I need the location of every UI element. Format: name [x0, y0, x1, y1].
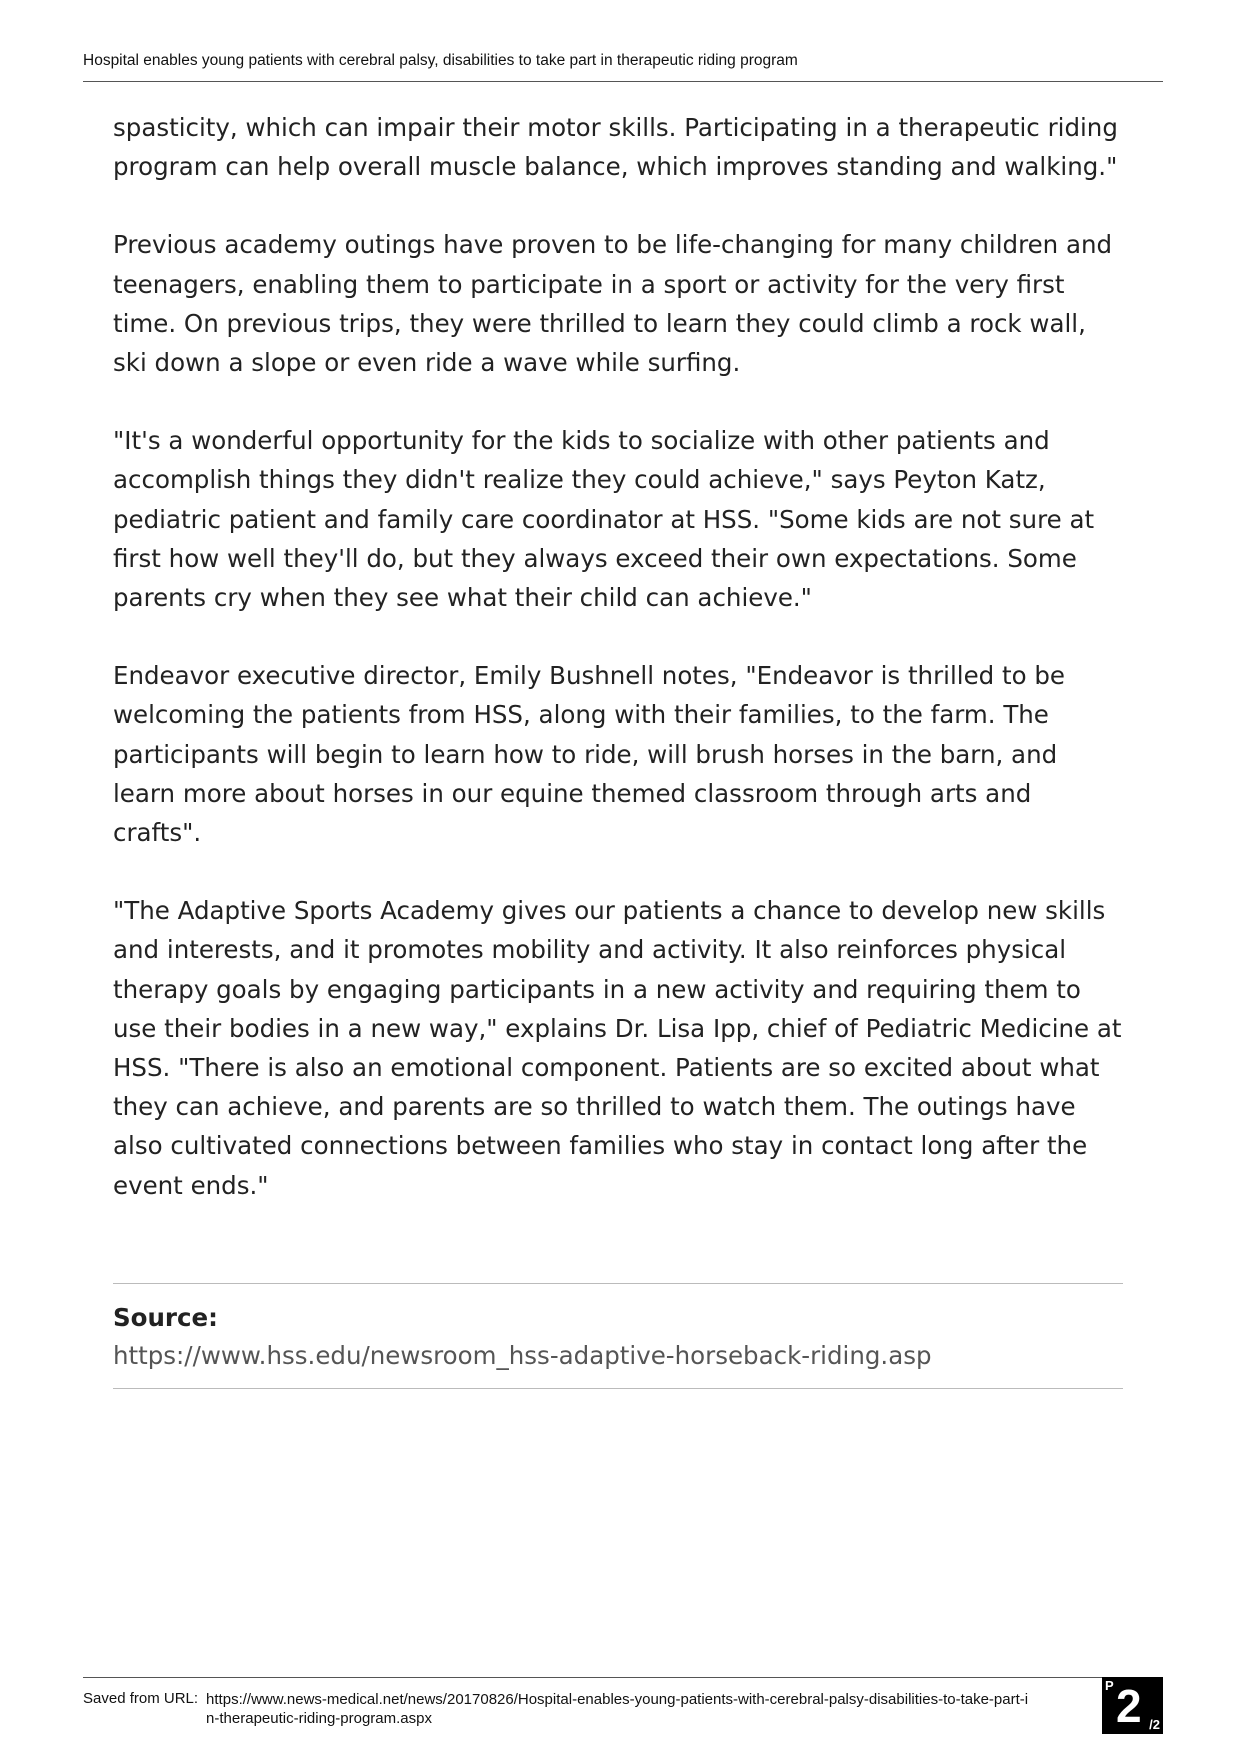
page-header-title: Hospital enables young patients with cerebral palsy, disabilities to take part in therapeutic riding program	[83, 52, 798, 69]
page-number: 2	[1116, 1680, 1142, 1732]
header-divider	[83, 81, 1163, 82]
saved-from-label: Saved from URL:	[83, 1690, 199, 1707]
footer-saved-from	[83, 1690, 1053, 1728]
source-label: Source:	[113, 1303, 218, 1332]
footer-divider	[83, 1677, 1163, 1678]
article-paragraph: Endeavor executive director, Emily Bushnell notes, "Endeavor is thrilled to be welcoming the patients from HSS, along with their families, to the farm. The participants will begin to learn how to ride, will brush horses in the barn, and learn more about horses in our equine themed classroom through arts and crafts".	[113, 661, 1065, 848]
article-paragraph: "The Adaptive Sports Academy gives our patients a chance to develop new skills and interests, and it promotes mobility and activity. It also reinforces physical therapy goals by engaging participants in a new activity and requiring them to use their bodies in a new way," explains Dr. Lisa Ipp, chief of Pediatric Medicine at HSS. "There is also an emotional component. Patients are so excited about what they can achieve, and parents are so thrilled to watch them. The outings have also cultivated connections between families who stay in contact long after the event ends."	[113, 896, 1122, 1200]
page-prefix: P	[1105, 1678, 1114, 1693]
article-paragraph: spasticity, which can impair their motor skills. Participating in a therapeutic riding program can help overall muscle balance, which improves standing and walking."	[113, 113, 1118, 182]
page-total: /2	[1149, 1717, 1160, 1732]
article-paragraph: Previous academy outings have proven to be life-changing for many children and teenagers, enabling them to participate in a sport or activity for the very first time. On previous trips, they were thrilled to learn they could climb a rock wall, ski down a slope or even ride a wave while surfing.	[113, 230, 1113, 378]
source-link[interactable]: https://www.hss.edu/newsroom_hss-adaptive-horseback-riding.asp	[113, 1341, 932, 1370]
article-paragraph: "It's a wonderful opportunity for the kids to socialize with other patients and accomplish things they didn't realize they could achieve," says Peyton Katz, pediatric patient and family care coordinator at HSS. "Some kids are not sure at first how well they'll do, but they always exceed their own expectations. Some parents cry when they see what their child can achieve."	[113, 426, 1095, 613]
saved-from-link[interactable]: https://www.news-medical.net/news/20170826/Hospital-enables-young-patients-with-cerebral-palsy-disabilities-to-take-part-in-therapeutic-riding-program.aspx	[206, 1691, 1029, 1727]
page-number-badge	[1102, 1677, 1163, 1734]
article-body	[113, 108, 1123, 1244]
source-section	[113, 1283, 1123, 1389]
